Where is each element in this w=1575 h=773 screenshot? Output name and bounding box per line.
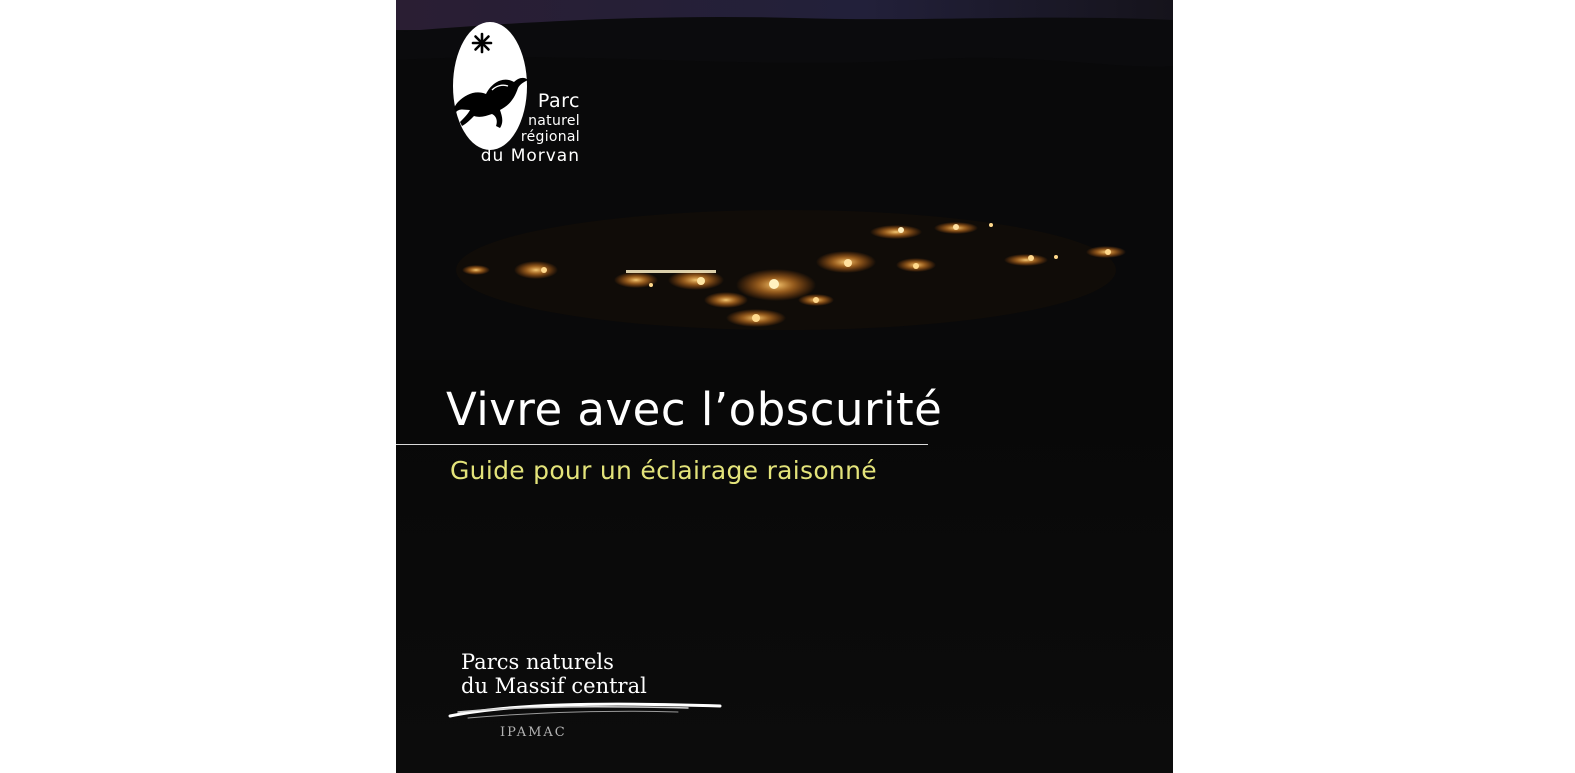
cover-title: Vivre avec l’obscurité [446,383,943,436]
logo-line-regional: régional [520,129,580,145]
cover-subtitle: Guide pour un éclairage raisonné [450,456,877,485]
logo-line-naturel: naturel [528,113,580,129]
ipamac-label: IPAMAC [500,725,567,740]
parc-morvan-logo [450,18,580,178]
title-divider [396,444,928,445]
logo-line-morvan: du Morvan [480,146,580,166]
parc-morvan-wordmark [481,92,580,165]
massif-line-1: Parcs naturels [461,650,614,674]
brochure-cover [396,0,1173,773]
brush-swoosh-icon [448,698,723,722]
massif-line-2: du Massif central [461,674,647,698]
logo-line-parc: Parc [537,90,580,112]
massif-central-logo [448,648,728,748]
